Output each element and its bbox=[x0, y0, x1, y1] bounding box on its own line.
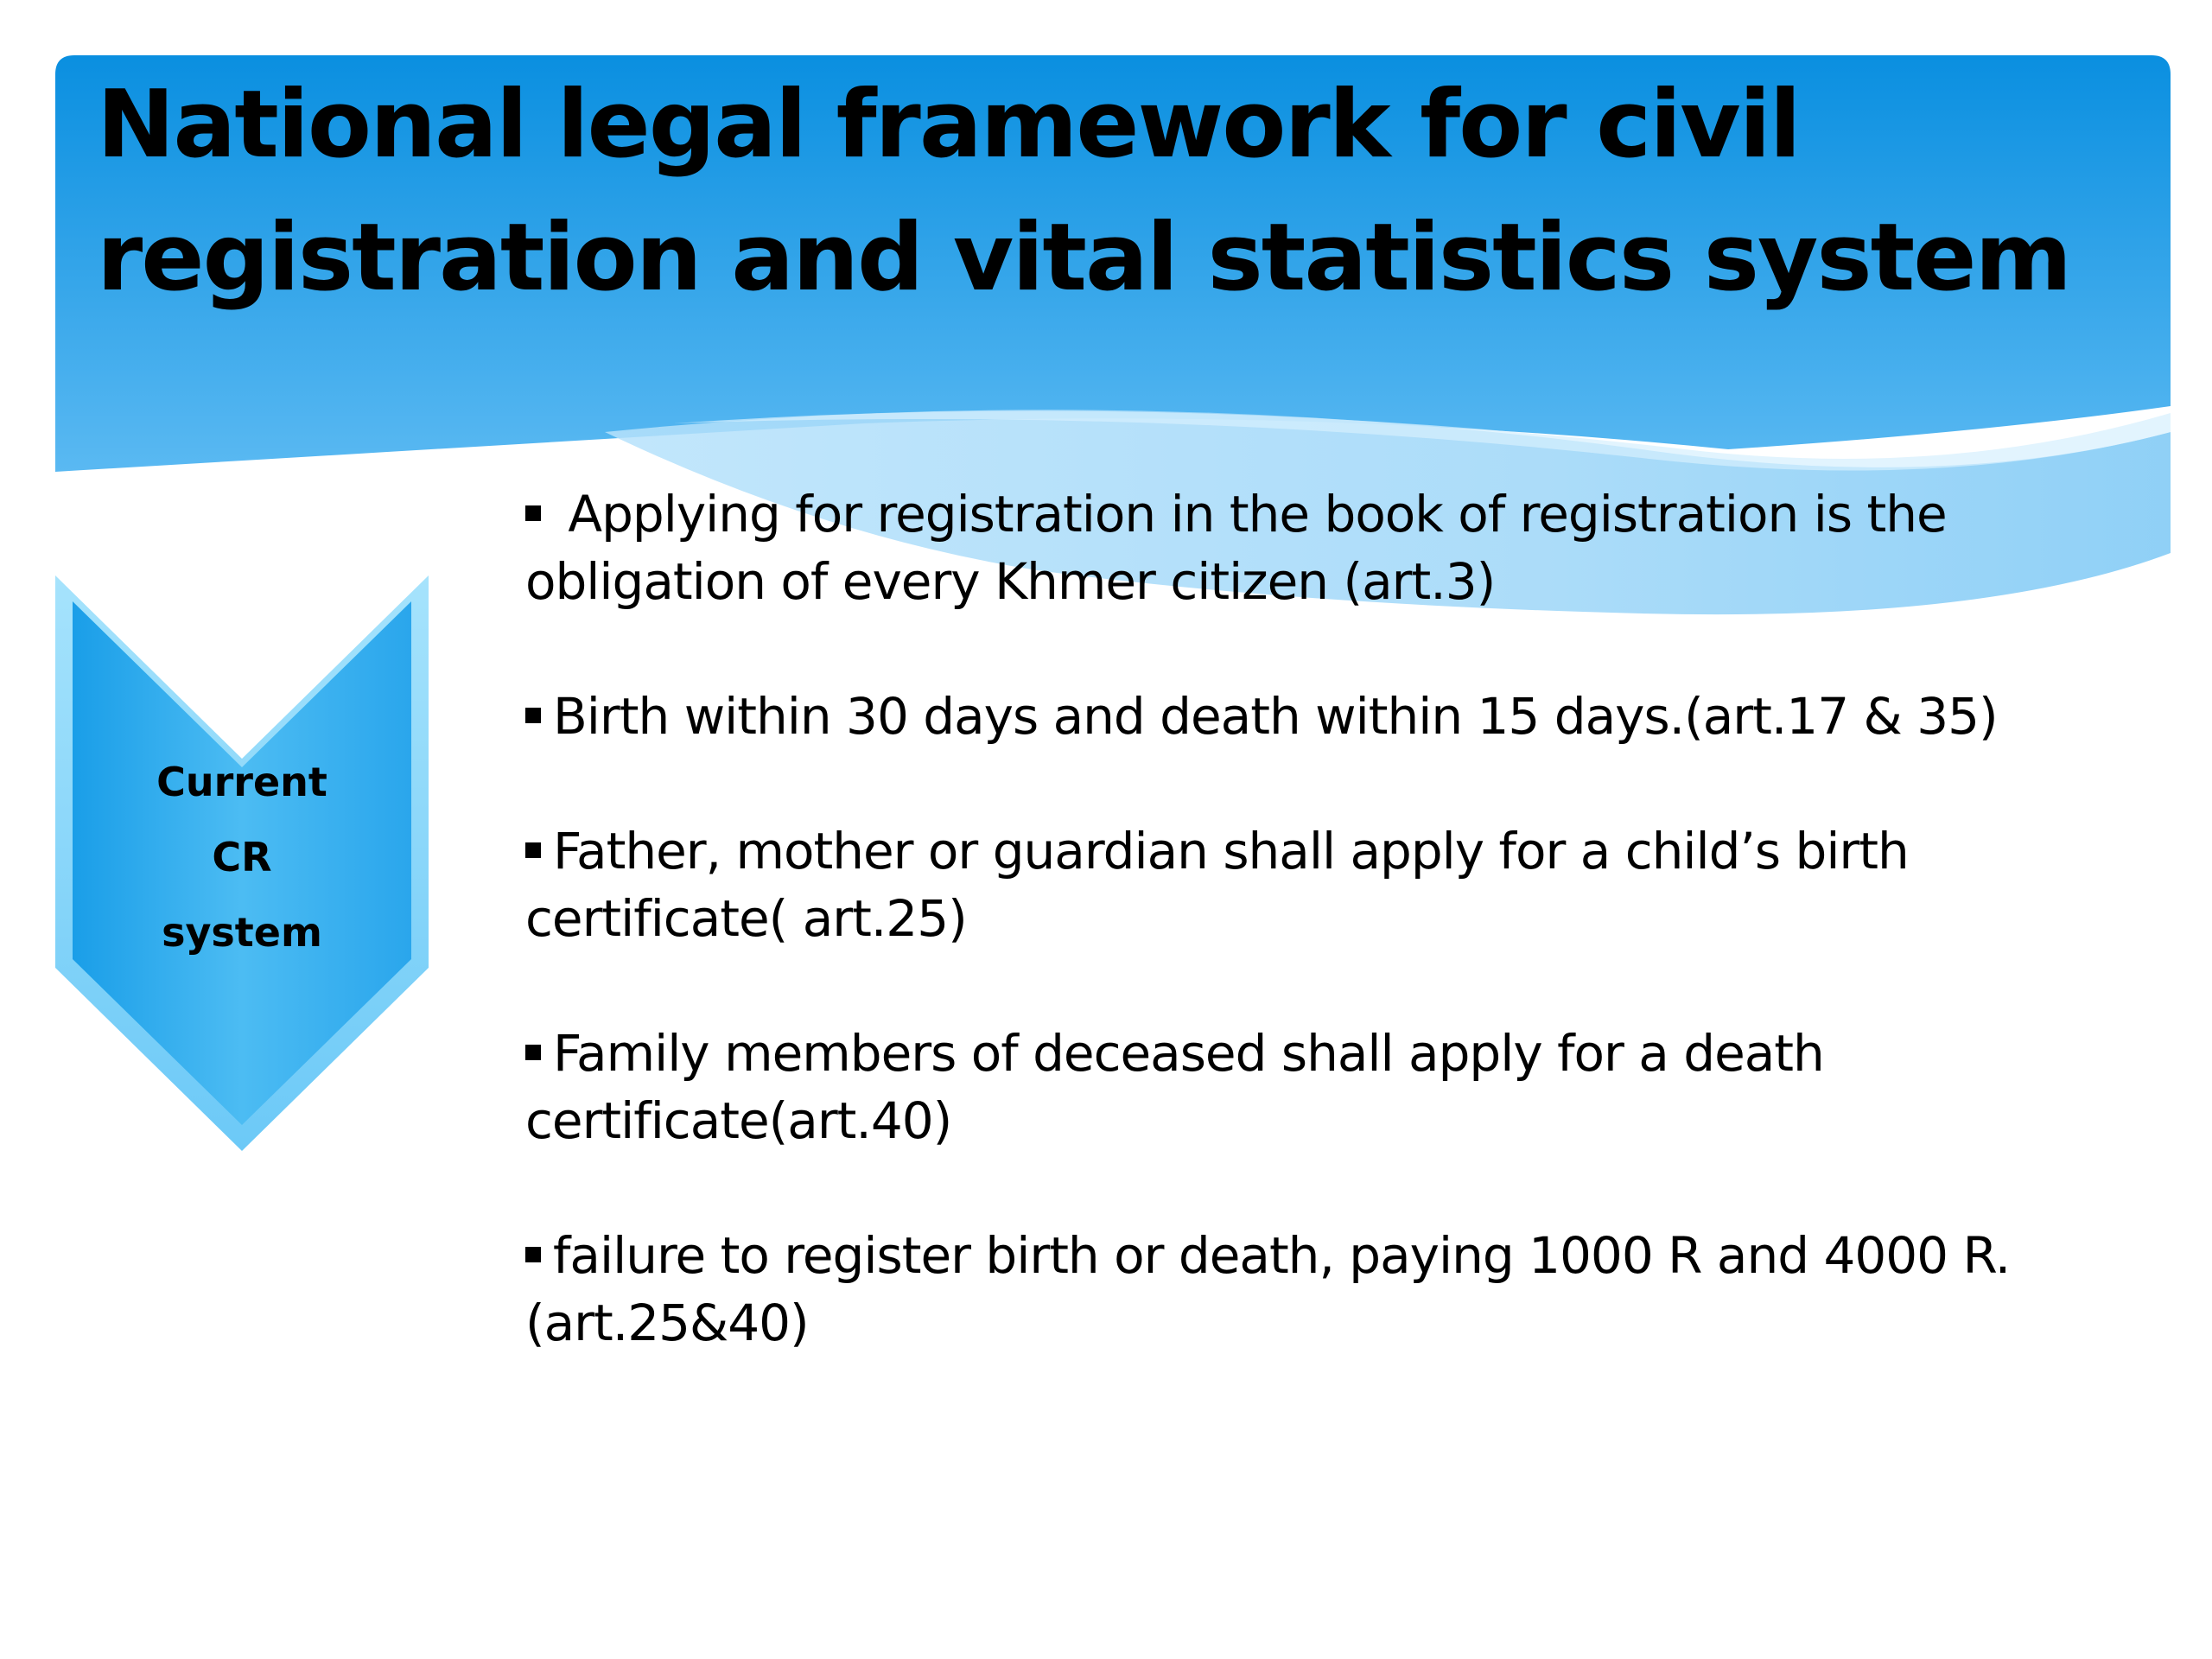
square-bullet-icon bbox=[525, 505, 541, 521]
square-bullet-icon bbox=[525, 1045, 541, 1060]
bullet-text: failure to register birth or death, paying 1000 R and 4000 R.(art.25&40) bbox=[525, 1226, 2011, 1352]
bullet-item bbox=[525, 480, 2150, 615]
title-line-2: registration and vital statistics system bbox=[97, 204, 2071, 312]
bullet-item bbox=[525, 1020, 2150, 1154]
bullet-text: Birth within 30 days and death within 15 days.(art.17 & 35) bbox=[553, 687, 1998, 746]
chevron-label-line-1: Current bbox=[156, 759, 327, 805]
bullet-item bbox=[525, 683, 2150, 750]
bullet-text: Family members of deceased shall apply for a death certificate(art.40) bbox=[525, 1024, 1824, 1150]
square-bullet-icon bbox=[525, 842, 541, 858]
bullet-text: Applying for registration in the book of registration is the obligation of every Khmer citizen (art.3) bbox=[525, 485, 1947, 611]
chevron-label-line-3: system bbox=[162, 909, 322, 956]
square-bullet-icon bbox=[525, 708, 541, 723]
bullet-item bbox=[525, 817, 2150, 952]
bullet-item bbox=[525, 1222, 2150, 1357]
title-line-1: National legal framework for civil bbox=[97, 71, 1800, 179]
slide-title bbox=[97, 59, 2119, 325]
bullet-list bbox=[525, 480, 2150, 1424]
chevron-label bbox=[85, 745, 399, 970]
square-bullet-icon bbox=[525, 1247, 541, 1262]
bullet-text: Father, mother or guardian shall apply for a child’s birth certificate( art.25) bbox=[525, 822, 1909, 948]
chevron-label-line-2: CR bbox=[212, 834, 272, 880]
